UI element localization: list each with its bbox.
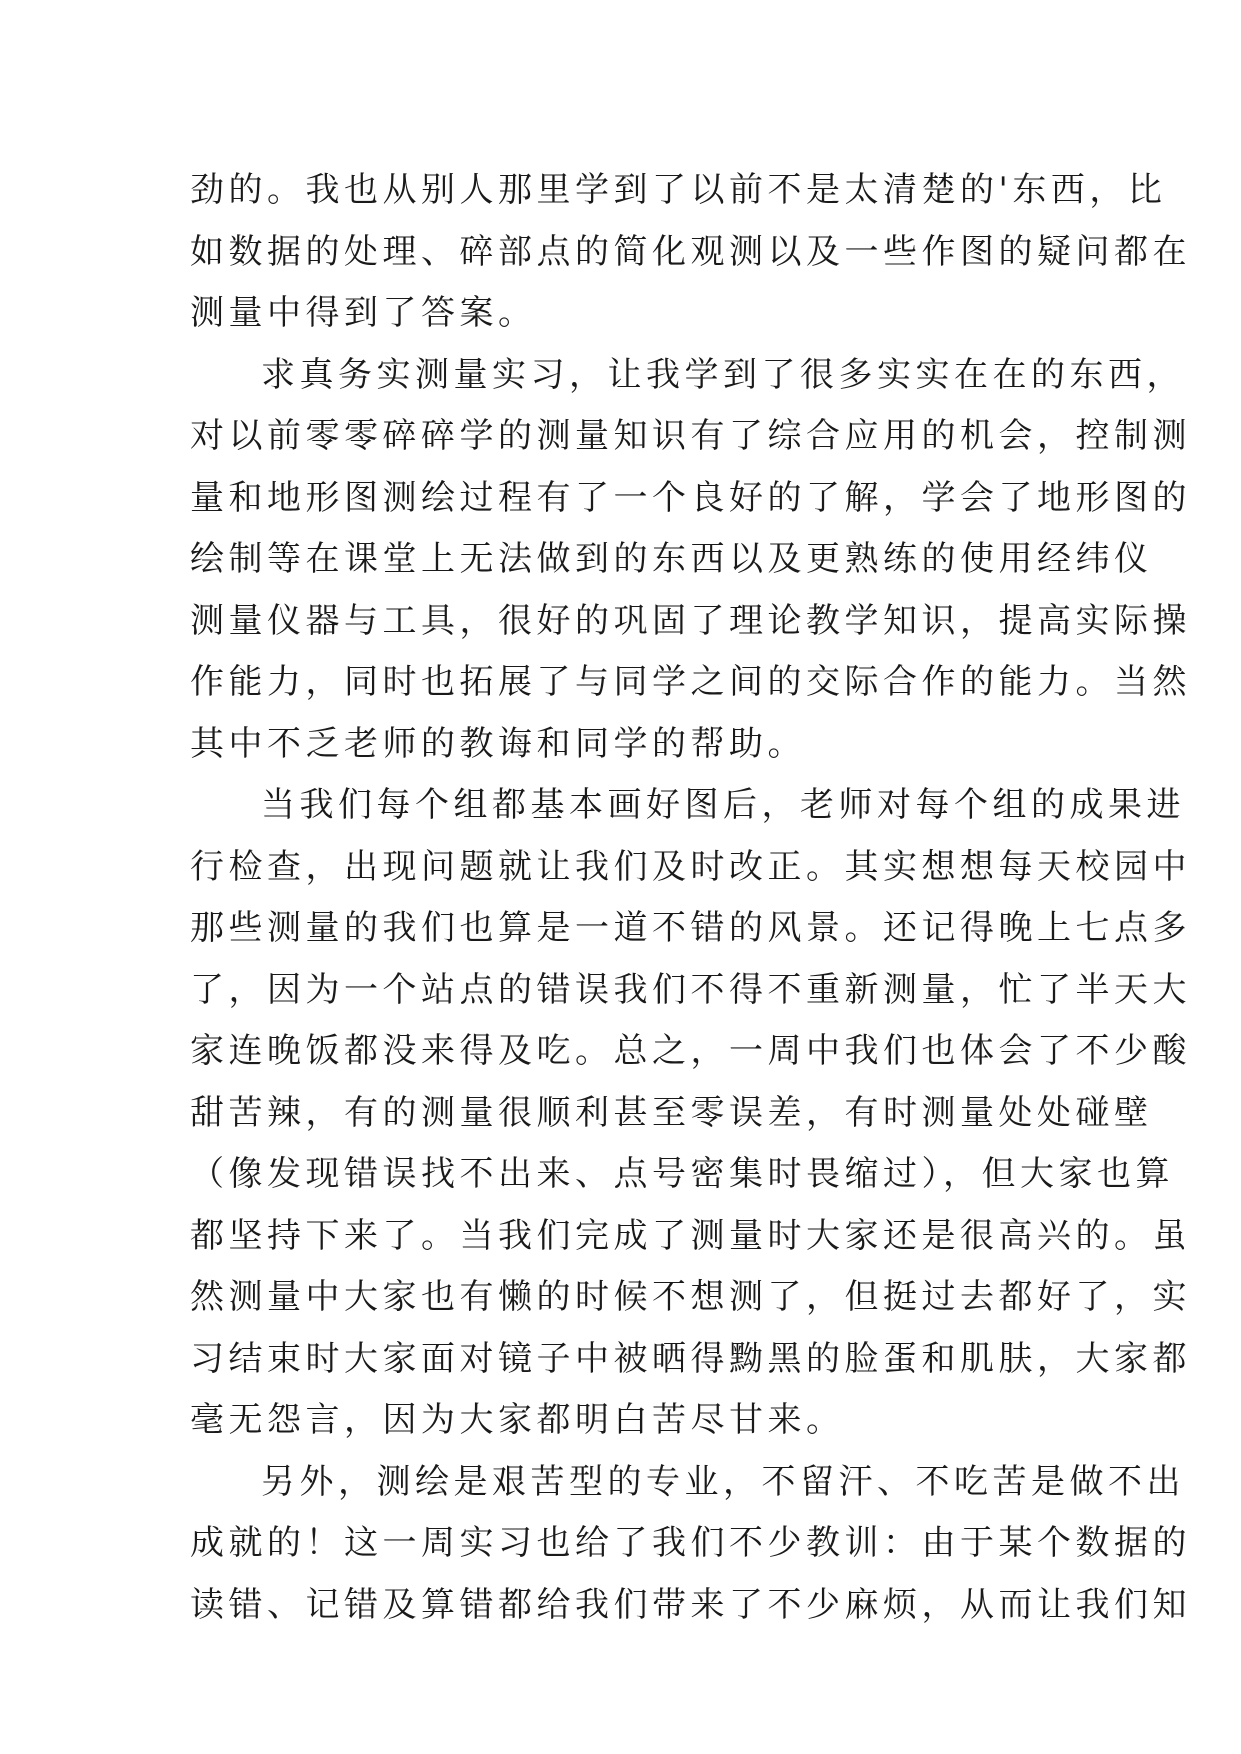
text-line: 甜苦辣，有的测量很顺利甚至零误差，有时测量处处碰壁 [190,1092,1153,1133]
text-line: 都坚持下来了。当我们完成了测量时大家还是很高兴的。虽 [190,1215,1191,1256]
text-line: 毫无怨言，因为大家都明白苦尽甘来。 [190,1400,845,1440]
text-line: 其中不乏老师的教诲和同学的帮助。 [190,723,806,764]
text-line: 作能力，同时也拓展了与同学之间的交际合作的能力。当然 [190,662,1191,702]
text-line: 如数据的处理、碎部点的简化观测以及一些作图的疑问都在 [190,231,1191,272]
text-line: 习结束时大家面对镜子中被晒得黝黑的脸蛋和肌肤，大家都 [190,1338,1191,1379]
text-line: 绘制等在课堂上无法做到的东西以及更熟练的使用经纬仪 [190,539,1153,579]
text-line: （像发现错误找不出来、点号密集时畏缩过），但大家也算 [190,1154,1174,1194]
paragraph-first-line: 求真务实测量实习，让我学到了很多实实在在的东西， [261,354,1185,395]
text-line: 那些测量的我们也算是一道不错的风景。还记得晚上七点多 [190,908,1191,948]
text-line: 然测量中大家也有懒的时候不想测了，但挺过去都好了，实 [190,1277,1191,1317]
text-line: 成就的！这一周实习也给了我们不少教训：由于某个数据的 [190,1523,1191,1563]
text-line: 行检查，出现问题就让我们及时改正。其实想想每天校园中 [190,846,1191,887]
text-line: 测量中得到了答案。 [190,293,537,333]
text-line: 了，因为一个站点的错误我们不得不重新测量，忙了半天大 [190,969,1191,1010]
text-line: 对以前零零碎碎学的测量知识有了综合应用的机会，控制测 [190,416,1191,456]
text-line: 读错、记错及算错都给我们带来了不少麻烦，从而让我们知 [190,1584,1191,1625]
paragraph-first-line: 当我们每个组都基本画好图后，老师对每个组的成果进 [261,785,1185,825]
text-line: 家连晚饭都没来得及吃。总之，一周中我们也体会了不少酸 [190,1031,1191,1071]
text-line: 量和地形图测绘过程有了一个良好的了解，学会了地形图的 [190,477,1191,518]
body-text [190,160,1191,1636]
paragraph-first-line: 另外，测绘是艰苦型的专业，不留汗、不吃苦是做不出 [261,1461,1185,1502]
text-line: 测量仪器与工具，很好的巩固了理论教学知识，提高实际操 [190,600,1191,641]
text-line: 劲的。我也从别人那里学到了以前不是太清楚的'东西，比 [190,170,1167,210]
